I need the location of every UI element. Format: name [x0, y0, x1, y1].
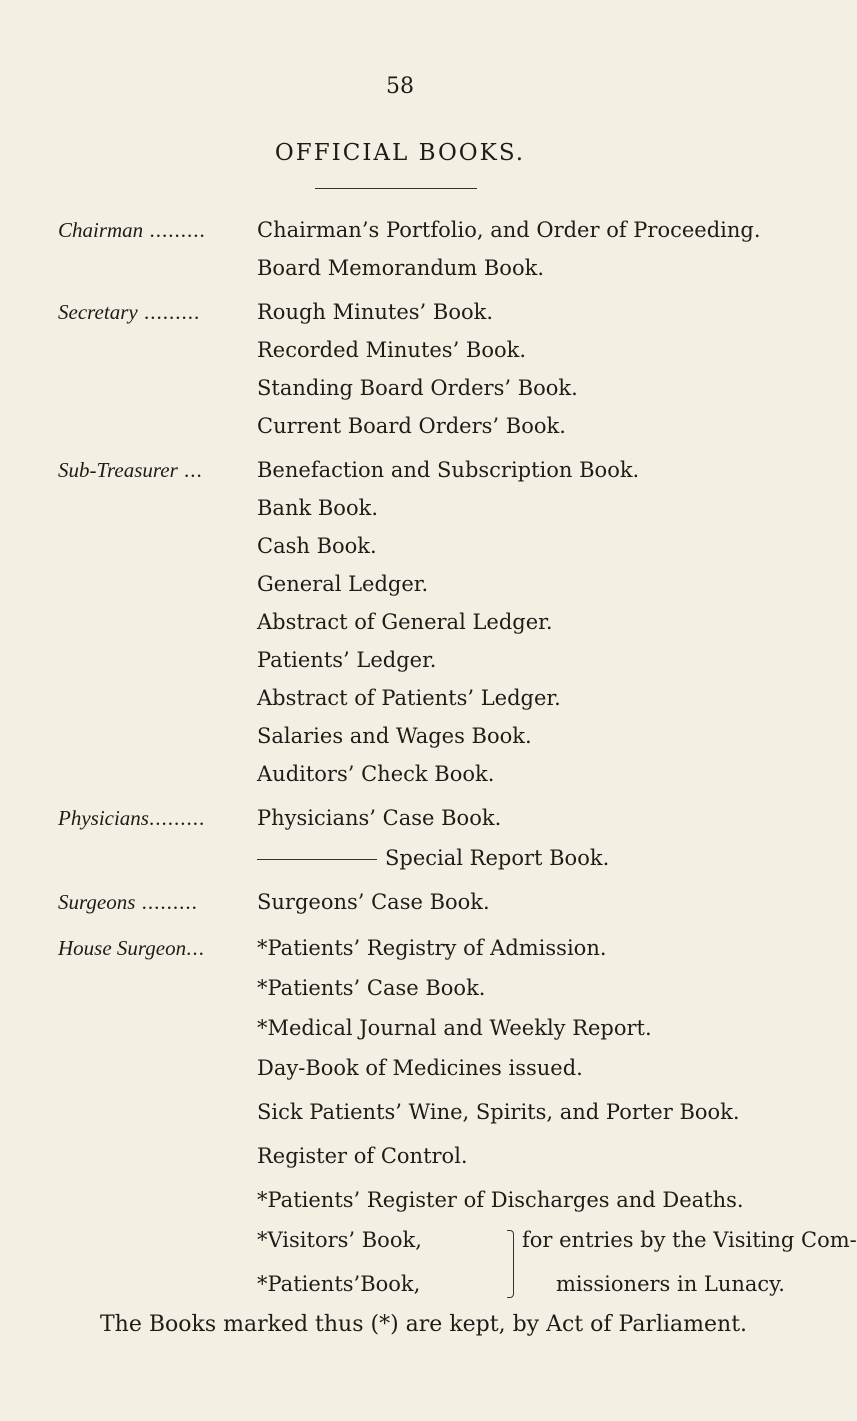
book-line: Sick Patients’ Wine, Spirits, and Porter Book.: [257, 1100, 740, 1124]
book-line: Special Report Book.: [257, 846, 609, 870]
label-sub-treasurer: Sub-Treasurer ...: [58, 458, 203, 482]
book-line: *Patients’ Registry of Admission.: [257, 936, 607, 960]
book-line: Cash Book.: [257, 534, 377, 558]
book-line: *Visitors’ Book,: [257, 1228, 422, 1252]
brace: [507, 1230, 514, 1298]
label-secretary: Secretary .........: [58, 300, 201, 324]
book-line: Auditors’ Check Book.: [257, 762, 495, 786]
book-line: *Patients’Book,: [257, 1272, 421, 1296]
book-line: Day-Book of Medicines issued.: [257, 1056, 583, 1080]
book-line: Physicians’ Case Book.: [257, 806, 502, 830]
title-rule: [315, 188, 477, 189]
ditto-dash: [257, 859, 377, 860]
book-line: Patients’ Ledger.: [257, 648, 437, 672]
book-line: Recorded Minutes’ Book.: [257, 338, 527, 362]
book-line: Standing Board Orders’ Book.: [257, 376, 578, 400]
footer-note: The Books marked thus (*) are kept, by Act of Parliament.: [100, 1312, 748, 1337]
book-line: Current Board Orders’ Book.: [257, 414, 566, 438]
label-chairman: Chairman .........: [58, 218, 206, 242]
book-line: Abstract of General Ledger.: [257, 610, 553, 634]
book-line: Salaries and Wages Book.: [257, 724, 532, 748]
book-line: *Patients’ Case Book.: [257, 976, 486, 1000]
book-line: *Patients’ Register of Discharges and Deaths.: [257, 1188, 744, 1212]
book-line: Benefaction and Subscription Book.: [257, 458, 640, 482]
book-line: Surgeons’ Case Book.: [257, 890, 490, 914]
book-line: *Medical Journal and Weekly Report.: [257, 1016, 652, 1040]
book-line: Bank Book.: [257, 496, 378, 520]
book-line: General Ledger.: [257, 572, 429, 596]
label-physicians: Physicians.........: [58, 806, 206, 830]
label-house-surgeon: House Surgeon...: [58, 936, 205, 960]
visiting-note-line2: missioners in Lunacy.: [556, 1272, 785, 1296]
page-title: OFFICIAL BOOKS.: [274, 140, 526, 166]
book-line: Rough Minutes’ Book.: [257, 300, 494, 324]
book-line: Board Memorandum Book.: [257, 256, 544, 280]
label-surgeons: Surgeons .........: [58, 890, 198, 914]
book-line: Abstract of Patients’ Ledger.: [257, 686, 561, 710]
book-line: Chairman’s Portfolio, and Order of Proceeding.: [257, 218, 761, 242]
visiting-note-line1: for entries by the Visiting Com-: [522, 1228, 857, 1252]
book-line: Register of Control.: [257, 1144, 468, 1168]
page-number: 58: [386, 74, 414, 99]
